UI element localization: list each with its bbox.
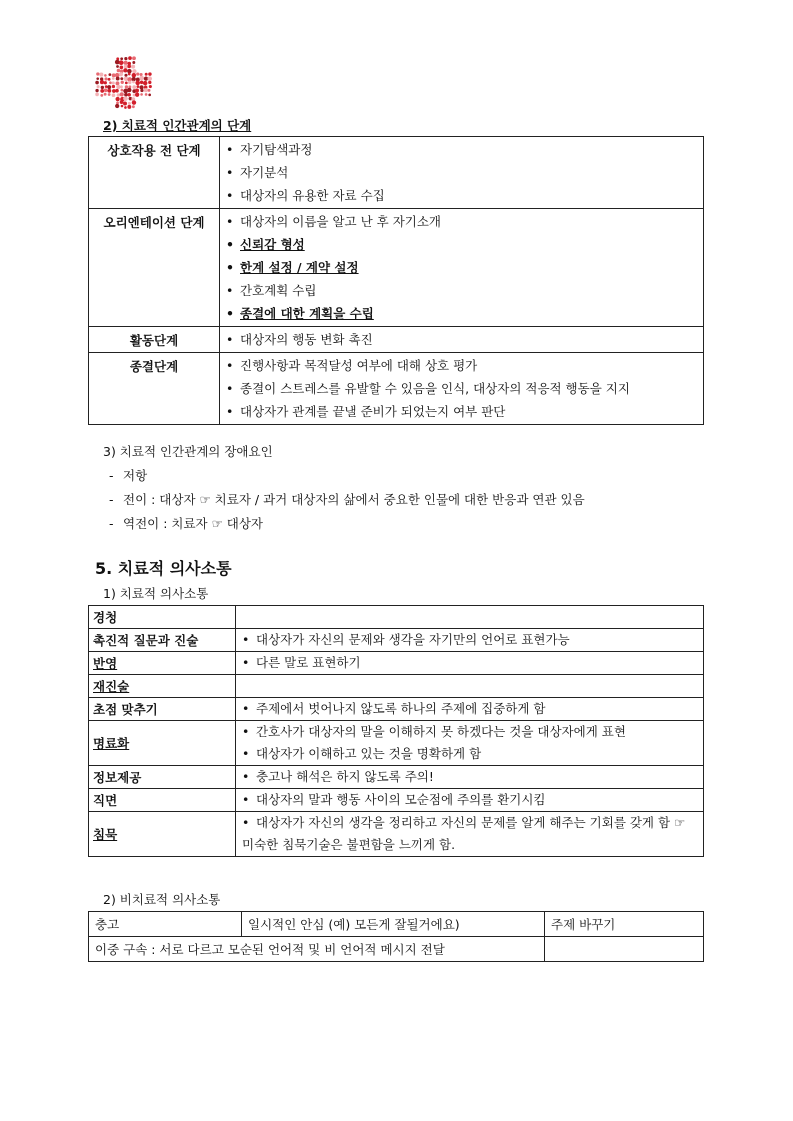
- logo-dot: [132, 56, 136, 60]
- table-row: [89, 629, 704, 652]
- list-item-text: 한계 설정 / 계약 설정: [240, 260, 359, 275]
- logo-dot: [128, 73, 131, 76]
- logo-dot: [135, 88, 139, 92]
- logo-dot: [144, 76, 148, 80]
- technique-label: [89, 652, 236, 675]
- table-cell: 일시적인 안심 (예) 모든게 잘될거에요): [242, 912, 545, 937]
- logo-dot: [139, 85, 143, 89]
- list-item-text: 대상자의 행동 변화 촉진: [240, 332, 373, 347]
- logo-dot: [95, 81, 99, 85]
- list-item: [242, 652, 697, 674]
- list-item-text: 대상자가 이해하고 있는 것을 명확하게 함: [256, 746, 482, 761]
- logo-dot: [145, 93, 148, 96]
- list-item-text: 자기분석: [240, 165, 289, 180]
- table-cell: 이중 구속 : 서로 다르고 모순된 언어적 및 비 언어적 메시지 전달: [89, 937, 545, 962]
- therapeutic-communication-table: [88, 605, 704, 857]
- bullet-icon: •: [226, 142, 234, 157]
- logo-dot: [119, 60, 124, 65]
- list-item: [226, 328, 703, 351]
- list-item-text: 대상자의 유용한 자료 수집: [240, 188, 385, 203]
- table-row: [89, 937, 704, 962]
- technique-content: [236, 812, 704, 857]
- list-item: [226, 302, 703, 325]
- logo-dot: [145, 73, 148, 76]
- logo-dot: [117, 93, 120, 96]
- technique-label-text: 초점 맞추기: [93, 702, 158, 717]
- logo-dot: [112, 77, 115, 80]
- section5-sub1: 1) 치료적 의사소통: [103, 586, 209, 601]
- stage-label: 종결단계: [89, 353, 220, 425]
- logo-dot: [115, 89, 119, 93]
- logo-dot: [125, 85, 128, 88]
- table-row: [89, 766, 704, 789]
- logo-dot: [148, 81, 151, 84]
- logo-dot: [120, 85, 123, 88]
- table-row: [89, 789, 704, 812]
- list-item-text: 진행사항과 목적달성 여부에 대해 상호 평가: [240, 358, 478, 373]
- logo-dot: [100, 80, 104, 84]
- technique-label-text: 반영: [93, 656, 118, 671]
- technique-label-text: 경청: [93, 610, 118, 625]
- logo-dot: [123, 101, 127, 105]
- list-item-text: 저항: [123, 468, 148, 483]
- technique-content: [236, 675, 704, 698]
- bullet-icon: •: [242, 724, 250, 739]
- list-item: [226, 138, 703, 161]
- logo-dot: [127, 65, 131, 69]
- technique-content: [236, 766, 704, 789]
- dash-icon: -: [109, 468, 114, 483]
- logo-dot: [121, 89, 124, 92]
- list-item: [226, 210, 703, 233]
- logo-dot: [104, 74, 107, 77]
- logo-dot: [104, 88, 108, 92]
- logo-dot: [140, 93, 143, 96]
- list-item-text: 주제에서 벗어나지 않도록 하나의 주제에 집중하게 함: [256, 701, 546, 716]
- section5-sub2: 2) 비치료적 의사소통: [103, 892, 221, 907]
- logo-dot: [147, 76, 152, 81]
- section3-title: 3) 치료적 인간관계의 장애요인: [103, 444, 273, 459]
- list-item: [103, 464, 585, 488]
- logo-dot: [120, 57, 123, 60]
- list-item: [226, 279, 703, 302]
- bullet-icon: •: [242, 746, 250, 761]
- logo-dot: [124, 64, 128, 68]
- technique-label-text: 침묵: [93, 827, 118, 842]
- list-item-text: 충고나 해석은 하지 않도록 주의!: [256, 769, 434, 784]
- list-item: [103, 488, 585, 512]
- logo-dot: [116, 97, 120, 101]
- stage-label: 활동단계: [89, 327, 220, 353]
- technique-content: [236, 789, 704, 812]
- red-cross-logo-icon: [95, 56, 153, 112]
- bullet-icon: •: [226, 260, 234, 275]
- bullet-icon: •: [226, 188, 234, 203]
- section3: [103, 440, 585, 536]
- bullet-icon: •: [226, 283, 234, 298]
- bullet-icon: •: [242, 792, 250, 807]
- bullet-icon: •: [226, 165, 234, 180]
- stage-content: [220, 209, 704, 327]
- logo-dot: [127, 88, 131, 92]
- logo-dot: [148, 94, 151, 97]
- logo-dot: [132, 69, 136, 73]
- section2-title: 2) 치료적 인간관계의 단계: [103, 118, 252, 133]
- section5-title: 5. 치료적 의사소통: [95, 559, 232, 578]
- bullet-icon: •: [242, 632, 250, 647]
- technique-label: [89, 675, 236, 698]
- logo-dot: [108, 73, 111, 76]
- list-item-text: 대상자의 말과 행동 사이의 모순점에 주의를 환기시킴: [256, 792, 546, 807]
- nontherapeutic-communication-table: [88, 911, 704, 962]
- logo-dot: [120, 92, 124, 96]
- logo-dot: [96, 72, 99, 75]
- technique-content: [236, 652, 704, 675]
- table-row: [89, 209, 704, 327]
- list-item: [242, 721, 697, 743]
- stage-content: [220, 137, 704, 209]
- logo-dot: [132, 73, 136, 77]
- stage-label: 오리엔테이션 단계: [89, 209, 220, 327]
- logo-dot: [96, 77, 99, 80]
- table-cell: [545, 937, 704, 962]
- logo-dot: [124, 93, 128, 97]
- table-row: [89, 652, 704, 675]
- logo-dot: [135, 81, 140, 86]
- logo-dot: [117, 69, 121, 73]
- logo-dot: [132, 81, 135, 84]
- logo-dot: [131, 65, 135, 69]
- bullet-icon: •: [226, 332, 234, 347]
- bullet-icon: •: [226, 358, 234, 373]
- logo-dot: [132, 100, 136, 104]
- logo-dot: [112, 89, 116, 93]
- logo-dot: [99, 73, 103, 77]
- logo-dot: [148, 72, 151, 75]
- technique-label: [89, 812, 236, 857]
- bullet-icon: •: [226, 381, 234, 396]
- list-item-text: 종결이 스트레스를 유발할 수 있음을 인식, 대상자의 적응적 행동을 지지: [240, 381, 630, 396]
- bullet-icon: •: [242, 655, 250, 670]
- logo-dot: [123, 96, 128, 101]
- logo-dot: [140, 73, 143, 76]
- table-row: [89, 721, 704, 766]
- logo-dot: [124, 61, 128, 65]
- technique-label-text: 촉진적 질문과 진술: [93, 633, 199, 648]
- logo-dot: [104, 77, 107, 80]
- logo-dot: [107, 85, 111, 89]
- logo-dot: [116, 85, 120, 89]
- logo-dot: [108, 78, 111, 81]
- technique-label-text: 재진술: [93, 679, 130, 694]
- list-item-text: 간호사가 대상자의 말을 이해하지 못 하겠다는 것을 대상자에게 표현: [256, 724, 626, 739]
- technique-label: [89, 789, 236, 812]
- logo-dot: [132, 85, 136, 89]
- bullet-icon: •: [226, 237, 234, 252]
- logo-dot: [108, 93, 111, 96]
- logo-dot: [132, 61, 135, 64]
- logo-dot: [128, 56, 132, 60]
- list-item: [226, 377, 703, 400]
- list-item: [242, 698, 697, 720]
- list-item: [103, 512, 585, 536]
- logo-dot: [127, 93, 131, 97]
- technique-content: [236, 721, 704, 766]
- list-item-text: 대상자가 관계를 끝낼 준비가 되었는지 여부 판단: [240, 404, 506, 419]
- table-row: [89, 137, 704, 209]
- logo-dot: [109, 81, 112, 84]
- logo-dot: [121, 105, 124, 108]
- technique-label-text: 명료화: [93, 736, 130, 751]
- logo-dot: [112, 85, 115, 88]
- list-item: [226, 256, 703, 279]
- list-item-text: 대상자가 자신의 문제와 생각을 자기만의 언어로 표현가능: [256, 632, 570, 647]
- list-item: [242, 789, 697, 811]
- stage-content: [220, 353, 704, 425]
- list-item-text: 대상자의 이름을 알고 난 후 자기소개: [240, 214, 441, 229]
- logo-dot: [115, 81, 119, 85]
- technique-content: [236, 629, 704, 652]
- technique-label: [89, 606, 236, 629]
- logo-dot: [135, 93, 139, 97]
- table-cell: 충고: [89, 912, 242, 937]
- logo-dot: [128, 102, 131, 105]
- table-row: [89, 327, 704, 353]
- logo-dot: [127, 105, 131, 109]
- technique-label-text: 직면: [93, 793, 118, 808]
- list-item: [226, 184, 703, 207]
- logo-dot: [132, 105, 135, 108]
- logo-dot: [95, 89, 98, 92]
- logo-dot: [120, 66, 124, 70]
- list-item: [242, 766, 697, 788]
- logo-dot: [115, 104, 119, 108]
- logo-dot: [101, 86, 104, 89]
- technique-label: [89, 766, 236, 789]
- technique-label-text: 정보제공: [93, 770, 142, 785]
- list-item: [242, 629, 697, 651]
- table-row: [89, 912, 704, 937]
- table-row: [89, 812, 704, 857]
- logo-dot: [100, 89, 104, 93]
- logo-dot: [123, 68, 127, 72]
- logo-dot: [140, 81, 143, 84]
- list-item-text: 자기탐색과정: [240, 142, 313, 157]
- logo-dot: [119, 72, 123, 76]
- bullet-icon: •: [226, 214, 234, 229]
- logo-dot: [124, 57, 127, 60]
- list-item-text: 다른 말로 표현하기: [256, 655, 361, 670]
- list-item: [242, 812, 697, 856]
- logo-dot: [125, 81, 128, 84]
- logo-dot: [116, 65, 119, 68]
- table-row: [89, 675, 704, 698]
- logo-dot: [121, 81, 124, 84]
- stage-content: [220, 327, 704, 353]
- bullet-icon: •: [242, 769, 250, 784]
- list-item: [242, 743, 697, 765]
- logo-dot: [116, 77, 120, 81]
- list-item-text: 신뢰감 형성: [240, 237, 305, 252]
- logo-dot: [136, 72, 139, 75]
- table-row: [89, 606, 704, 629]
- logo-dot: [104, 81, 107, 84]
- bullet-icon: •: [226, 306, 234, 321]
- bullet-icon: •: [242, 815, 250, 830]
- logo-dot: [132, 77, 136, 81]
- technique-label: [89, 698, 236, 721]
- logo-dot: [124, 74, 127, 77]
- logo-dot: [144, 88, 148, 92]
- logo-dot: [104, 93, 107, 96]
- logo-dot: [128, 81, 131, 84]
- logo-dot: [137, 85, 140, 88]
- list-item: [226, 233, 703, 256]
- logo-dot: [112, 93, 116, 97]
- logo-dot: [95, 93, 99, 97]
- logo-dot: [149, 85, 152, 88]
- logo-dot: [115, 60, 120, 65]
- logo-dot: [139, 76, 144, 81]
- logo-dot: [97, 85, 100, 88]
- list-item-text: 전이 : 대상자 ☞ 치료자 / 과거 대상자의 삶에서 중요한 인물에 대한 반응과 연관 있음: [123, 492, 585, 507]
- logo-dot: [124, 106, 127, 109]
- logo-dot: [105, 85, 108, 88]
- technique-content: [236, 606, 704, 629]
- bullet-icon: •: [226, 404, 234, 419]
- list-item-text: 종결에 대한 계획을 수립: [240, 306, 374, 321]
- logo-dot: [120, 77, 123, 80]
- list-item: [226, 400, 703, 423]
- list-item-text: 간호계획 수립: [240, 283, 317, 298]
- logo-dot: [143, 81, 147, 85]
- dash-icon: -: [109, 492, 114, 507]
- list-item-text: 역전이 : 치료자 ☞ 대상자: [123, 516, 263, 531]
- logo-dot: [120, 100, 124, 104]
- list-item: [226, 354, 703, 377]
- technique-label: [89, 629, 236, 652]
- table-cell: 주제 바꾸기: [545, 912, 704, 937]
- logo-dot: [107, 89, 111, 93]
- table-row: [89, 698, 704, 721]
- relationship-stages-table: [88, 136, 704, 425]
- technique-content: [236, 698, 704, 721]
- dash-icon: -: [109, 516, 114, 531]
- logo-dot: [148, 89, 151, 92]
- technique-label: [89, 721, 236, 766]
- table-row: [89, 353, 704, 425]
- stage-label: 상호작용 전 단계: [89, 137, 220, 209]
- list-item: [226, 161, 703, 184]
- bullet-icon: •: [242, 701, 250, 716]
- logo-dot: [140, 89, 143, 92]
- logo-dot: [100, 94, 103, 97]
- list-item-text: 대상자가 자신의 생각을 정리하고 자신의 문제를 알게 해주는 기회를 갖게 함 ☞ 미숙한 침묵기술은 불편함을 느끼게 함.: [242, 815, 686, 852]
- logo-dot: [112, 81, 115, 84]
